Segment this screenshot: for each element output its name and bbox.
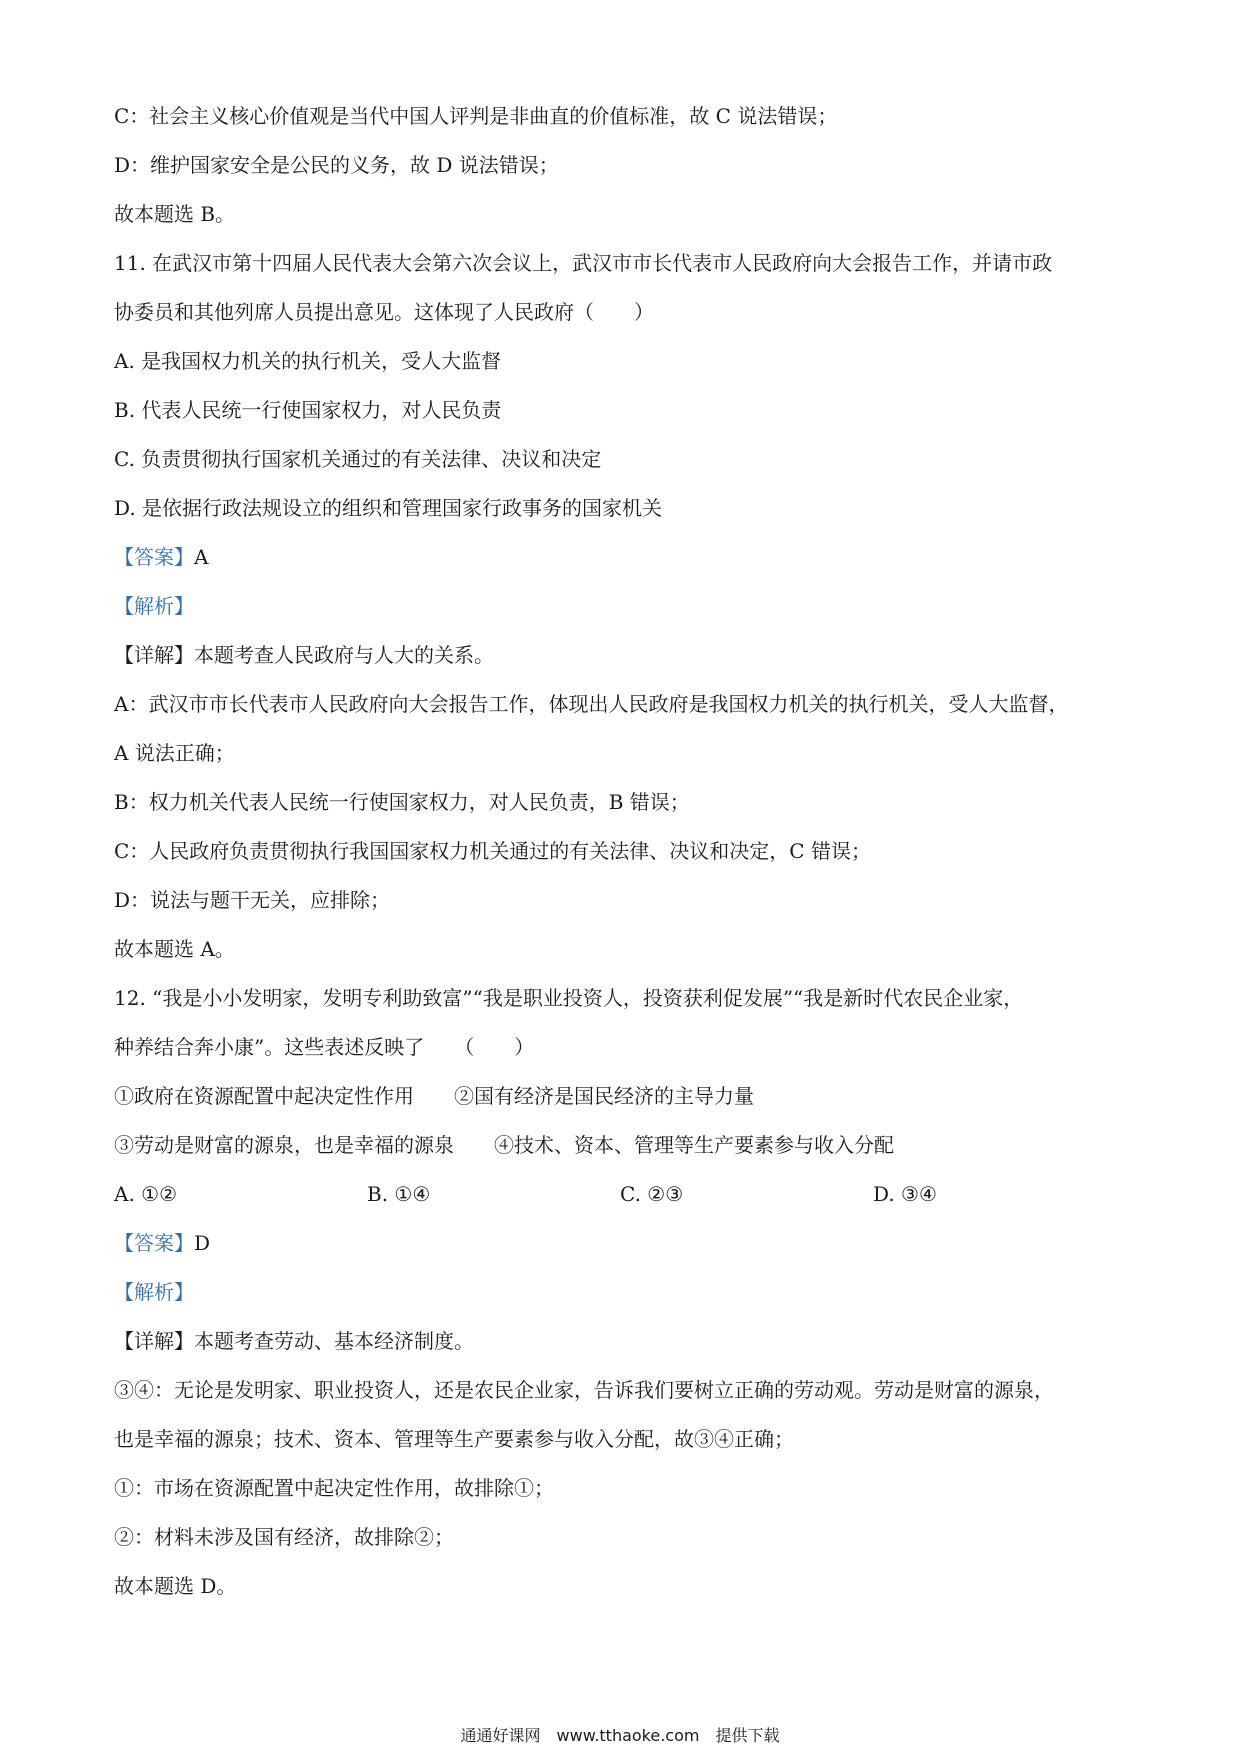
analysis-line-c: C：社会主义核心价值观是当代中国人评判是非曲直的价值标准，故 C 说法错误； — [114, 104, 838, 128]
question-12-option-a: A. ①② — [114, 1182, 178, 1206]
analysis-tag: 【解析】 — [114, 594, 194, 618]
question-11-stem-1: 11. 在武汉市第十四届人民代表大会第六次会议上，武汉市市长代表市人民政府向大会报告工作，并请市政 — [114, 251, 1053, 275]
page-footer: 通通好课网 www.tthaoke.com 提供下载 — [460, 1726, 780, 1745]
answer-line-12 — [114, 1229, 1134, 1257]
question-11-stem-2: 协委员和其他列席人员提出意见。这体现了人民政府（ ） — [114, 300, 654, 324]
question-12-statements-1: ①政府在资源配置中起决定性作用 ②国有经济是国民经济的主导力量 — [114, 1084, 754, 1108]
detail-line-12: 【详解】本题考查劳动、基本经济制度。 — [114, 1329, 474, 1353]
analysis-line-a-2: A 说法正确； — [114, 741, 235, 765]
analysis-line-34-1: ③④：无论是发明家、职业投资人，还是农民企业家，告诉我们要树立正确的劳动观。劳动是财富的源泉， — [114, 1378, 1054, 1402]
question-12-statements-2: ③劳动是财富的源泉，也是幸福的源泉 ④技术、资本、管理等生产要素参与收入分配 — [114, 1133, 894, 1157]
analysis-line-34-2: 也是幸福的源泉；技术、资本、管理等生产要素参与收入分配，故③④正确； — [114, 1427, 794, 1451]
question-11-option-a: A. 是我国权力机关的执行机关，受人大监督 — [114, 349, 502, 373]
question-12-stem-1: 12. “我是小小发明家，发明专利助致富”“我是职业投资人，投资获利促发展”“我是新时代农民企业家， — [114, 986, 1024, 1010]
analysis-line-d: D：维护国家安全是公民的义务，故 D 说法错误； — [114, 153, 559, 177]
analysis-line-a-1: A：武汉市市长代表市人民政府向大会报告工作，体现出人民政府是我国权力机关的执行机关，受人大监督， — [114, 692, 1069, 716]
question-12-stem-2: 种养结合奔小康”。这些表述反映了 （ ） — [114, 1035, 535, 1059]
analysis-tag-12: 【解析】 — [114, 1280, 194, 1304]
question-11-option-d: D. 是依据行政法规设立的组织和管理国家行政事务的国家机关 — [114, 496, 663, 520]
question-12-option-d: D. ③④ — [873, 1182, 937, 1206]
question-11-option-c: C. 负责贯彻执行国家机关通过的有关法律、决议和决定 — [114, 447, 602, 471]
conclusion-line-11: 故本题选 A。 — [114, 937, 235, 961]
analysis-line-1: ①：市场在资源配置中起决定性作用，故排除①； — [114, 1476, 554, 1500]
answer-value: A — [194, 545, 209, 569]
answer-tag-12: 【答案】 — [114, 1231, 194, 1255]
question-11-option-b: B. 代表人民统一行使国家权力，对人民负责 — [114, 398, 502, 422]
detail-line: 【详解】本题考查人民政府与人大的关系。 — [114, 643, 494, 667]
analysis-line-b: B：权力机关代表人民统一行使国家权力，对人民负责，B 错误； — [114, 790, 690, 814]
analysis-line-c2: C：人民政府负责贯彻执行我国国家权力机关通过的有关法律、决议和决定，C 错误； — [114, 839, 871, 863]
question-12-option-b: B. ①④ — [367, 1182, 431, 1206]
conclusion-line-12: 故本题选 D。 — [114, 1574, 237, 1598]
answer-value-12: D — [194, 1231, 211, 1255]
question-12-option-c: C. ②③ — [620, 1182, 684, 1206]
analysis-line-d2: D：说法与题干无关，应排除； — [114, 888, 391, 912]
answer-line — [114, 543, 1134, 571]
conclusion-line: 故本题选 B。 — [114, 202, 236, 226]
answer-tag: 【答案】 — [114, 545, 194, 569]
analysis-line-2: ②：材料未涉及国有经济，故排除②； — [114, 1525, 454, 1549]
